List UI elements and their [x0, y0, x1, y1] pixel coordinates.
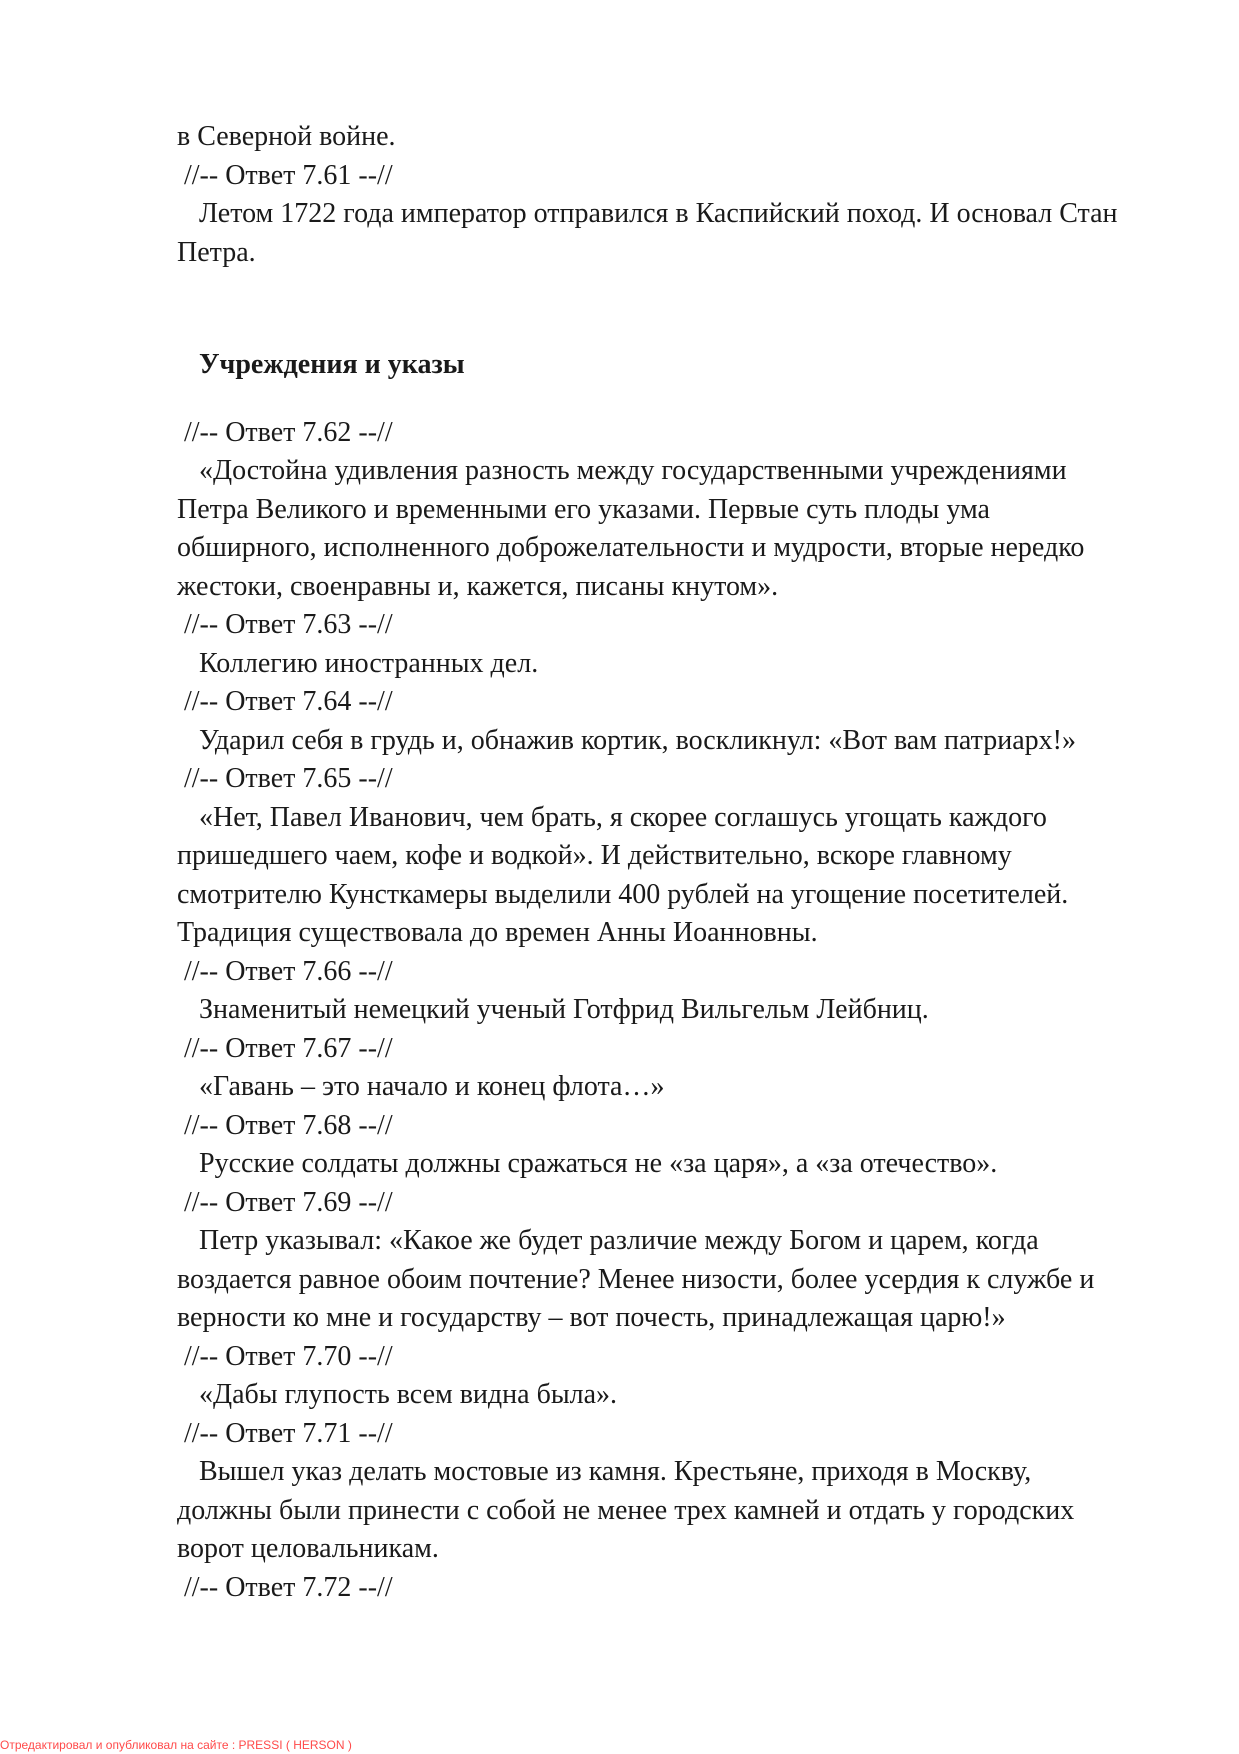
section-heading: Учреждения и указы	[199, 349, 465, 380]
answer-line: Знаменитый немецкий ученый Готфрид Вильгельм Лейбниц.	[199, 994, 929, 1025]
continuation-line: в Северной войне.	[177, 121, 396, 152]
answer-marker: //-- Ответ 7.65 --//	[184, 763, 393, 794]
answer-line: жестоки, своенравны и, кажется, писаны кнутом».	[177, 570, 779, 602]
answer-line: верности ко мне и государству – вот почесть, принадлежащая царю!»	[177, 1302, 1006, 1333]
answer-marker: //-- Ответ 7.68 --//	[184, 1109, 393, 1141]
answer-line: Коллегию иностранных дел.	[199, 647, 539, 679]
answer-marker: //-- Ответ 7.72 --//	[184, 1571, 393, 1603]
answer-line: Петра Великого и временными его указами. Первые суть плоды ума	[177, 493, 990, 525]
answer-line: Русские солдаты должны сражаться не «за царя», а «за отечество».	[199, 1148, 998, 1179]
answer-line: «Гавань – это начало и конец флота…»	[199, 1071, 665, 1102]
answer-line: должны были принести с собой не менее трех камней и отдать у городских	[177, 1494, 1075, 1526]
answer-line: Традиция существовала до времен Анны Иоанновны.	[177, 917, 818, 948]
answer-marker: //-- Ответ 7.67 --//	[184, 1032, 393, 1064]
document-page	[177, 118, 1137, 1607]
answer-marker: //-- Ответ 7.62 --//	[184, 416, 393, 448]
answer-line: «Достойна удивления разность между государственными учреждениями	[199, 455, 1067, 486]
answer-line: ворот целовальникам.	[177, 1533, 439, 1564]
answer-marker: //-- Ответ 7.71 --//	[184, 1417, 393, 1449]
footer-credit: Отредактировал и опубликовал на сайте : PRESSI ( HERSON )	[0, 1738, 352, 1752]
answer-marker: //-- Ответ 7.66 --//	[184, 955, 393, 987]
answer-marker: //-- Ответ 7.69 --//	[184, 1186, 393, 1218]
answer-line: Вышел указ делать мостовые из камня. Крестьяне, приходя в Москву,	[199, 1456, 1032, 1487]
answer-line: обширного, исполненного доброжелательности и мудрости, вторые нередко	[177, 532, 1085, 563]
answer-line: Петр указывал: «Какое же будет различие между Богом и царем, когда	[199, 1225, 1039, 1256]
answer-line: «Дабы глупость всем видна была».	[199, 1379, 618, 1410]
answer-marker: //-- Ответ 7.64 --//	[184, 686, 393, 717]
answer-text-7-61: Летом 1722 года император отправился в Каспийский поход. И основал Стан Петра.	[177, 198, 1118, 268]
answer-marker: //-- Ответ 7.70 --//	[184, 1340, 393, 1372]
answer-line: смотрителю Кунсткамеры выделили 400 рублей на угощение посетителей.	[177, 878, 1069, 910]
answer-line: Ударил себя в грудь и, обнажив кортик, воскликнул: «Вот вам патриарх!»	[199, 724, 1076, 756]
answer-marker-7-61: //-- Ответ 7.61 --//	[184, 159, 393, 191]
answer-line: пришедшего чаем, кофе и водкой». И действительно, вскоре главному	[177, 840, 1012, 871]
answer-line: «Нет, Павел Иванович, чем брать, я скорее соглашусь угощать каждого	[199, 801, 1047, 833]
answer-marker: //-- Ответ 7.63 --//	[184, 609, 393, 640]
answers-list	[177, 414, 1137, 1608]
answer-line: воздается равное обоим почтение? Менее низости, более усердия к службе и	[177, 1263, 1095, 1295]
